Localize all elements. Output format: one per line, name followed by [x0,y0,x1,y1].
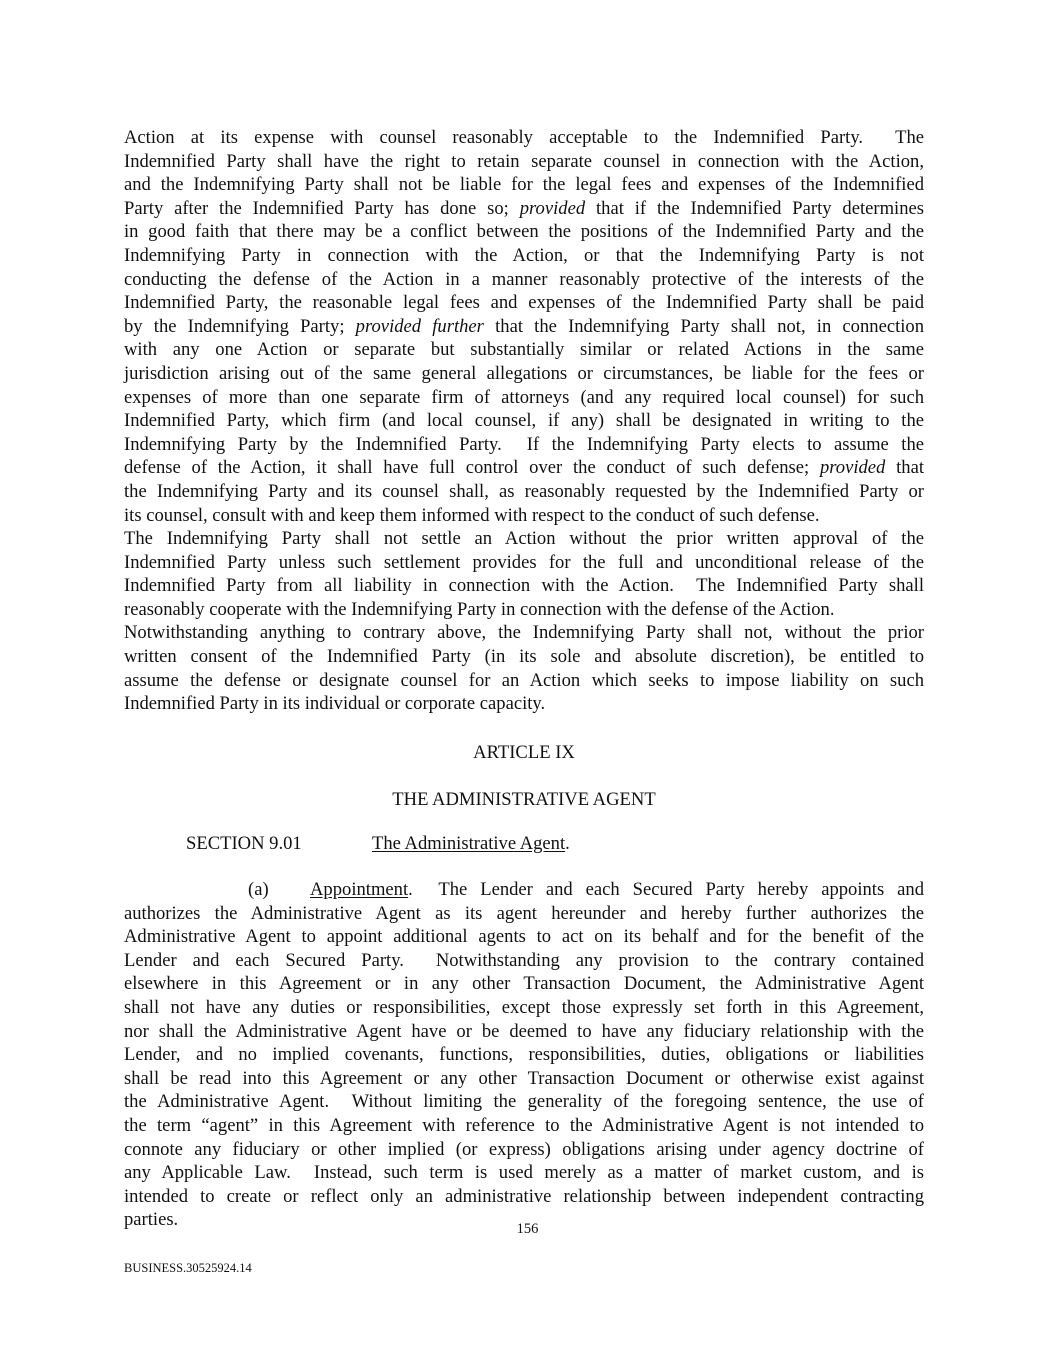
text-line: Indemnified Party, which firm (and local counsel, if any) shall be designated in writing to the [124,410,924,432]
text-line: by the Indemnifying Party; provided further that the Indemnifying Party shall not, in connection [124,315,924,337]
text-line: Indemnified Party unless such settlement provides for the full and unconditional release of the [124,551,924,573]
text-line: elsewhere in this Agreement or in any other Transaction Document, the Administrative Agent [124,973,924,995]
text-line: Indemnifying Party in connection with the Action, or that the Indemnifying Party is not [124,244,924,266]
text-line: the Indemnifying Party and its counsel shall, as reasonably requested by the Indemnified Party or [124,480,924,502]
paragraph-appointment [124,878,924,1232]
text-line: jurisdiction arising out of the same general allegations or circumstances, be liable for the fees or [124,362,924,384]
text-line: shall not have any duties or responsibilities, except those expressly set forth in this Agreement, [124,996,924,1018]
text-line: Lender, and no implied covenants, functions, responsibilities, duties, obligations or liabilities [124,1044,924,1066]
italic-term: provided [819,457,886,479]
subsection-heading: Appointment [310,879,409,900]
text-line: and the Indemnifying Party shall not be liable for the legal fees and expenses of the Indemnified [124,174,924,196]
text-line: Lender and each Secured Party. Notwithstanding any provision to the contrary contained [124,949,924,971]
text-line: shall be read into this Agreement or any other Transaction Document or otherwise exist against [124,1067,924,1089]
text-line: Notwithstanding anything to contrary above, the Indemnifying Party shall not, without the prior [124,622,924,644]
text-line: Indemnified Party in its individual or corporate capacity. [124,693,546,715]
text-line: Indemnified Party, the reasonable legal fees and expenses of the Indemnified Party shall be paid [124,292,924,314]
subsection-first-line-text: The Lender and each Secured Party hereby appoints and [412,879,924,900]
subsection-label: (a) [248,879,269,900]
paragraph-indemnification-continued [124,126,924,716]
article-number: ARTICLE IX [473,742,575,763]
subsection-body-lines [124,902,924,1232]
section-title-suffix: . [565,833,570,854]
subsection-heading-suffix: . [408,879,413,900]
text-line: Indemnified Party shall have the right to retain separate counsel in connection with the Action, [124,150,924,172]
section-title: The Administrative Agent [372,833,566,854]
italic-term: provided [519,197,586,219]
text-line: Indemnified Party from all liability in connection with the Action. The Indemnified Party shall [124,575,924,597]
text-line: assume the defense or designate counsel for an Action which seeks to impose liability on such [124,669,924,691]
text-line: Indemnifying Party by the Indemnified Party. If the Indemnifying Party elects to assume the [124,433,924,455]
text-line: Action at its expense with counsel reasonably acceptable to the Indemnified Party. The [124,127,924,148]
italic-term: provided further [355,315,484,337]
text-line: expenses of more than one separate firm of attorneys (and any required local counsel) for such [124,386,924,408]
text-line: its counsel, consult with and keep them informed with respect to the conduct of such defense. [124,504,820,526]
text-line: nor shall the Administrative Agent have or be deemed to have any fiduciary relationship with the [124,1020,924,1042]
subsection-first-line [124,878,924,902]
text-line: authorizes the Administrative Agent as its agent hereunder and hereby further authorizes the [124,902,924,924]
text-line: defense of the Action, it shall have full control over the conduct of such defense; provided that [124,457,924,479]
text-line: written consent of the Indemnified Party (in its sole and absolute discretion), be entitled to [124,646,924,668]
section-number: SECTION 9.01 [186,833,302,854]
text-line: the term “agent” in this Agreement with reference to the Administrative Agent is not intended to [124,1114,924,1136]
text-line: connote any fiduciary or other implied (or express) obligations arising under agency doctrine of [124,1138,924,1160]
text-line: reasonably cooperate with the Indemnifying Party in connection with the defense of the Action. [124,598,835,620]
page-number: 156 [516,1221,539,1237]
text-line: Administrative Agent to appoint additional agents to act on its behalf and for the benefit of the [124,926,924,948]
text-line: in good faith that there may be a conflict between the positions of the Indemnified Party and the [124,221,924,243]
text-line: the Administrative Agent. Without limiting the generality of the foregoing sentence, the use of [124,1091,924,1113]
text-line: intended to create or reflect only an administrative relationship between independent contracting [124,1185,924,1207]
text-line: any Applicable Law. Instead, such term is used merely as a matter of market custom, and is [124,1162,924,1184]
article-title: THE ADMINISTRATIVE AGENT [392,789,656,810]
text-line: Party after the Indemnified Party has done so; provided that if the Indemnified Party determines [124,197,924,219]
text-line: The Indemnifying Party shall not settle an Action without the prior written approval of the [124,528,924,550]
section-heading [186,833,570,855]
text-line: with any one Action or separate but substantially similar or related Actions in the same [124,339,924,361]
document-footer-id: BUSINESS.30525924.14 [124,1261,252,1275]
text-line: parties. [124,1209,179,1231]
text-line: conducting the defense of the Action in a manner reasonably protective of the interests of the [124,268,924,290]
